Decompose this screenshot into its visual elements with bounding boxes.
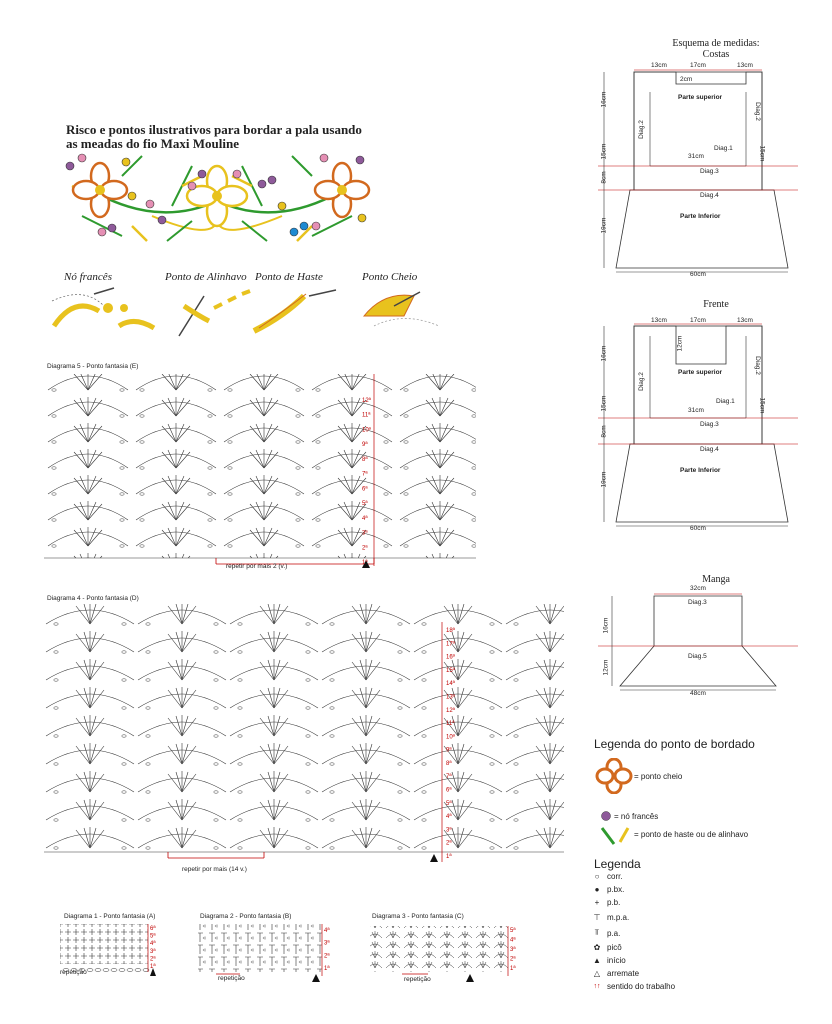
legend-item-mpa — [592, 909, 675, 925]
diagram1-caption: Diagrama 1 - Ponto fantasia (A) — [64, 913, 156, 920]
slip-stitch-icon: ● — [594, 885, 600, 894]
row-number-label: 6ª — [446, 787, 452, 794]
ponto-haste-icon — [598, 824, 632, 846]
row-number-label: 7ª — [446, 774, 452, 781]
row-number-label: 18ª — [446, 628, 455, 634]
row-number-label: 2ª — [362, 545, 368, 552]
legend-item-pb — [592, 896, 675, 909]
row-number-label: 2ª — [446, 840, 452, 847]
row-number-label: 4ª — [510, 937, 516, 944]
costas-d1: Diag.1 — [714, 145, 733, 152]
legend-label: arremate — [607, 969, 640, 978]
legend-label: p.bx. — [607, 885, 625, 894]
frente-h4: 19cm — [600, 471, 608, 488]
diagram4-chart — [44, 600, 564, 870]
costas-neck: 2cm — [680, 76, 693, 83]
row-number-label: 14ª — [446, 681, 455, 688]
row-number-label: 3ª — [362, 530, 368, 537]
diagram2-repeat: repetição — [218, 975, 245, 982]
costas-w-right: 13cm — [737, 62, 753, 69]
row-number-label: 6ª — [150, 926, 156, 932]
diagram4-repeat: repetir por mais (14 v.) — [182, 866, 247, 873]
legend-label: p.b. — [607, 898, 621, 907]
row-number-label: 2ª — [150, 956, 156, 963]
diagram5-repeat: repetir por mais 2 (v.) — [226, 563, 288, 570]
row-number-label: 1ª — [510, 966, 516, 972]
legend-item-arremate — [592, 967, 675, 980]
row-number-label: 12ª — [446, 707, 455, 714]
frente-w-right: 13cm — [737, 317, 753, 324]
frente-d4: Diag.4 — [700, 446, 719, 453]
row-number-label: 9ª — [446, 747, 452, 754]
row-number-label: 4ª — [446, 814, 452, 821]
costas-upper: Parte superior — [678, 94, 723, 101]
manga-d3: Diag.3 — [688, 599, 707, 606]
no-frances-icon — [600, 810, 612, 822]
legend-item-corr — [592, 870, 675, 883]
frente-d2-right: Diag.2 — [753, 356, 761, 375]
legend-item-pa — [592, 925, 675, 941]
stitch-label-alinhavo: Ponto de Alinhavo — [165, 271, 247, 283]
row-number-label: 5ª — [362, 501, 368, 508]
start-icon: ▲ — [593, 956, 601, 965]
manga-bottom: 48cm — [690, 690, 706, 697]
row-number-label: 8ª — [446, 760, 452, 767]
legend-list — [592, 870, 675, 993]
costas-h2: 15cm — [600, 143, 608, 160]
stitch-label-cheio: Ponto Cheio — [362, 271, 418, 283]
frente-side: 15cm — [758, 397, 766, 414]
frente-lower: Parte Inferior — [680, 467, 721, 474]
row-number-label: 9ª — [362, 442, 368, 449]
single-crochet-icon: + — [594, 898, 600, 907]
row-number-label: 3ª — [324, 940, 330, 947]
row-number-label: 1ª — [446, 854, 452, 860]
row-number-label: 8ª — [362, 456, 368, 463]
manga-schematic — [598, 590, 798, 700]
costas-d2-right: Diag.2 — [753, 102, 761, 121]
costas-d4: Diag.4 — [700, 192, 719, 199]
double-crochet-icon: ⫪ — [594, 928, 600, 937]
costas-w-mid: 17cm — [690, 62, 706, 69]
schema-title — [626, 38, 806, 60]
embroidery-title-line2: as meadas do fio Maxi Mouline — [66, 136, 239, 151]
frente-inner: 31cm — [688, 407, 704, 414]
row-number-label: 12ª — [362, 398, 371, 404]
row-number-label: 1ª — [150, 964, 156, 970]
row-number-label: 5ª — [446, 800, 452, 807]
diagram3-caption: Diagrama 3 - Ponto fantasia (C) — [372, 913, 464, 920]
diagram1-repeat: repetição — [60, 969, 87, 976]
ponto-cheio-icon — [594, 758, 634, 794]
legend-item-inicio — [592, 954, 675, 967]
row-number-label: 13ª — [446, 694, 455, 701]
stitch-label-no-frances: Nó francês — [64, 271, 112, 283]
embroidery-title-line1: Risco e pontos ilustrativos para bordar a pala usando — [66, 122, 362, 137]
frente-w-mid: 17cm — [690, 317, 706, 324]
manga-top: 32cm — [690, 585, 706, 592]
costas-d2-left: Diag.2 — [637, 120, 645, 139]
row-number-label: 4ª — [150, 941, 156, 948]
diagram5-chart — [44, 368, 476, 576]
manga-d5: Diag.5 — [688, 653, 707, 660]
row-number-label: 10ª — [446, 734, 455, 741]
diagram2-chart — [194, 920, 344, 984]
embroidery-pattern — [62, 146, 372, 246]
stitch-illustrations — [44, 286, 444, 342]
costas-bottom: 60cm — [690, 271, 706, 278]
frente-neck: 12cm — [676, 335, 684, 352]
costas-h4: 19cm — [600, 217, 608, 234]
row-number-label: 4ª — [324, 928, 330, 934]
legend-label: sentido do trabalho — [607, 982, 676, 991]
row-number-label: 6ª — [362, 486, 368, 493]
legend-label: picô — [607, 943, 622, 952]
legend-label: início — [607, 956, 626, 965]
frente-bottom: 60cm — [690, 525, 706, 532]
stitch-label-haste: Ponto de Haste — [255, 271, 323, 283]
legend-no-frances: = nó francês — [614, 812, 659, 821]
legend-label: p.a. — [607, 928, 621, 938]
frente-w-left: 13cm — [651, 317, 667, 324]
half-double-icon: ⊤ — [593, 912, 601, 922]
frente-d1: Diag.1 — [716, 398, 735, 405]
row-number-label: 7ª — [362, 471, 368, 478]
legend-label: corr. — [607, 872, 623, 881]
diagram4-caption: Diagrama 4 - Ponto fantasia (D) — [47, 595, 139, 602]
row-number-label: 5ª — [150, 933, 156, 940]
manga-h1: 16cm — [602, 617, 610, 634]
frente-h3: 8cm — [600, 425, 608, 438]
row-number-label: 3ª — [446, 827, 452, 834]
diagram3-chart — [366, 920, 526, 984]
frente-h2: 15cm — [600, 395, 608, 412]
row-number-label: 3ª — [150, 948, 156, 955]
frente-h1: 16cm — [600, 345, 608, 362]
row-number-label: 1ª — [324, 966, 330, 972]
legend-title: Legenda — [594, 857, 641, 871]
frente-schematic — [598, 314, 798, 532]
chain-icon: ○ — [594, 872, 600, 881]
picot-icon: ✿ — [593, 943, 601, 952]
schema-title-text: Esquema de medidas: — [672, 38, 760, 49]
costas-inner: 31cm — [688, 153, 704, 160]
manga-h2: 12cm — [602, 659, 610, 676]
frente-upper: Parte superior — [678, 369, 723, 376]
legend-item-sentido — [592, 980, 675, 993]
frente-d3: Diag.3 — [700, 421, 719, 428]
costas-side: 15cm — [758, 145, 766, 162]
costas-h1: 16cm — [600, 91, 608, 108]
row-number-label: 2ª — [324, 953, 330, 960]
row-number-label: 15ª — [446, 667, 455, 674]
legend-ponto-haste: = ponto de haste ou de alinhavo — [634, 830, 749, 839]
costas-lower: Parte Inferior — [680, 213, 721, 220]
diagram2-caption: Diagrama 2 - Ponto fantasia (B) — [200, 913, 292, 920]
row-number-label: 1ª — [362, 560, 368, 566]
diagram5-caption: Diagrama 5 - Ponto fantasia (E) — [47, 363, 139, 370]
row-number-label: 16ª — [446, 654, 455, 661]
row-number-label: 5ª — [510, 928, 516, 934]
costas-w-left: 13cm — [651, 62, 667, 69]
legend-item-pico — [592, 941, 675, 954]
legend-label: m.p.a. — [607, 912, 630, 922]
direction-arrows-icon: ↑↑ — [593, 983, 601, 990]
manga-title: Manga — [702, 574, 730, 585]
finish-icon: △ — [593, 969, 601, 978]
row-number-label: 4ª — [362, 515, 368, 522]
frente-title: Frente — [703, 299, 729, 310]
row-number-label: 11ª — [446, 721, 455, 728]
costas-h3: 8cm — [600, 171, 608, 184]
row-number-label: 17ª — [446, 641, 455, 648]
row-number-label: 3ª — [510, 947, 516, 953]
frente-d2-left: Diag.2 — [637, 372, 645, 391]
row-number-label: 11ª — [362, 412, 371, 419]
legend-ponto-cheio: = ponto cheio — [634, 772, 683, 781]
row-number-label: 2ª — [510, 956, 516, 963]
costas-d3: Diag.3 — [700, 168, 719, 175]
costas-title: Costas — [702, 49, 730, 60]
legend-item-pbx — [592, 883, 675, 896]
row-number-label: 10ª — [362, 427, 371, 434]
diagram3-repeat: repetição — [404, 976, 431, 983]
embroidery-legend-title: Legenda do ponto de bordado — [594, 737, 755, 751]
